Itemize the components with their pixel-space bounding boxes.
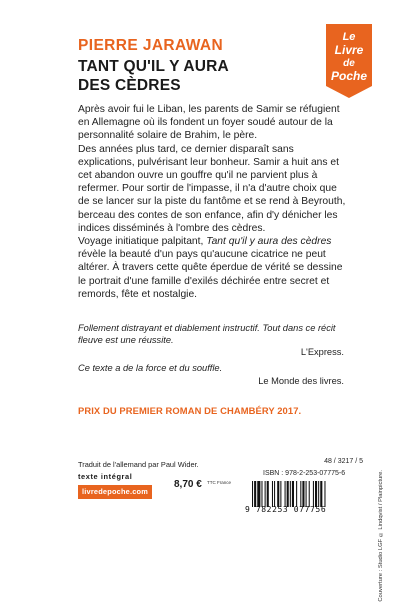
barcode-bar bbox=[302, 481, 304, 507]
logo-text-le: Le bbox=[342, 31, 356, 43]
barcode-bar bbox=[315, 481, 317, 507]
barcode-bar bbox=[254, 481, 256, 507]
texte-integral-label: texte intégral bbox=[78, 472, 133, 481]
blurb-text: Voyage initiatique palpitant, bbox=[78, 236, 207, 248]
press-quote: Follement distrayant et diablement instructif. Tout dans ce récit fleuve est une réussite. bbox=[78, 323, 336, 346]
barcode-bar bbox=[267, 481, 269, 507]
barcode-bar bbox=[313, 481, 314, 507]
title-line: DES CÈDRES bbox=[78, 77, 181, 94]
isbn: ISBN : 978-2-253-07775-6 bbox=[263, 470, 346, 477]
blurb-text: révèle la beauté d'un pays qu'aucune cicatrice ne peut altérer. À travers cette quête éperdue de vérité se dessine le portrait d'une famille d'exilés déchirée entre secret et remords, fête et nostalgie. bbox=[78, 249, 343, 300]
logo-text-de: de bbox=[343, 58, 355, 69]
press-quote-source: L'Express. bbox=[300, 347, 344, 357]
prize-line: PRIX DU PREMIER ROMAN DE CHAMBÉRY 2017. bbox=[78, 405, 302, 416]
barcode-bar bbox=[261, 481, 262, 507]
press-quote-source: Le Monde des livres. bbox=[258, 376, 344, 386]
blurb-paragraph-1: Après avoir fui le Liban, les parents de Samir se réfugient en Allemagne où ils fondent un foyer soudé autour de la personnalité solaire de Brahim, le père. bbox=[78, 104, 340, 142]
blurb-paragraph-2: Des années plus tard, ce dernier disparaît sans explications, pulvérisant leur bonheur. Samir a huit ans et cet abandon ouvre un gouffre qu'il ne parvient plus à refermer. Pour sortir de l'impasse, il n'a d'autre choix que de se lancer sur la piste du fantôme et se rend à Beyrouth, berceau des contes de son enfance, afin d'y dénicher les indices disséminés à l'ombre des cèdres. bbox=[78, 143, 346, 234]
price: 8,70 € bbox=[174, 479, 202, 490]
book-title bbox=[78, 57, 308, 95]
title-line: TANT QU'IL Y AURA bbox=[78, 58, 229, 75]
price-note: TTC France bbox=[207, 480, 232, 485]
barcode-bar bbox=[257, 481, 260, 507]
barcode-bar bbox=[306, 481, 307, 507]
barcode-bar bbox=[285, 481, 286, 507]
blurb-title-italic: Tant qu'il y aura des cèdres bbox=[206, 236, 332, 248]
barcode-bar bbox=[318, 481, 319, 507]
barcode-bar bbox=[320, 481, 322, 507]
blurb-paragraph-3 bbox=[78, 235, 348, 301]
logo-text-poche: Poche bbox=[330, 69, 368, 83]
barcode-bar bbox=[265, 481, 266, 507]
barcode-bar bbox=[274, 481, 275, 507]
barcode-bar bbox=[252, 481, 253, 507]
barcode-bar bbox=[324, 481, 325, 507]
barcode-bar bbox=[300, 481, 301, 507]
barcode-bar bbox=[272, 481, 273, 507]
press-quote: Ce texte a de la force et du souffle. bbox=[78, 363, 223, 373]
barcode-bar bbox=[277, 481, 279, 507]
barcode-bar bbox=[292, 481, 294, 507]
barcode-bar bbox=[287, 481, 289, 507]
cover-credit: Couverture : Studio LGF © Lindqvist / Plainpicture. bbox=[378, 470, 384, 602]
logo-text-livre: Livre bbox=[334, 43, 364, 57]
blurb bbox=[78, 103, 348, 301]
barcode-bar bbox=[280, 481, 281, 507]
barcode-bar bbox=[296, 481, 297, 507]
barcode-bar bbox=[309, 481, 310, 507]
translator-credit: Traduit de l'allemand par Paul Wider. bbox=[78, 460, 199, 469]
barcode-icon bbox=[250, 481, 362, 507]
le-livre-de-poche-logo-icon bbox=[322, 22, 376, 102]
reference-number: 48 / 3217 / 5 bbox=[324, 458, 363, 465]
website-link[interactable]: livredepoche.com bbox=[78, 485, 152, 499]
author-name: PIERRE JARAWAN bbox=[78, 37, 224, 54]
barcode-number: 9 782253 077756 bbox=[245, 505, 327, 514]
barcode-bar bbox=[290, 481, 291, 507]
